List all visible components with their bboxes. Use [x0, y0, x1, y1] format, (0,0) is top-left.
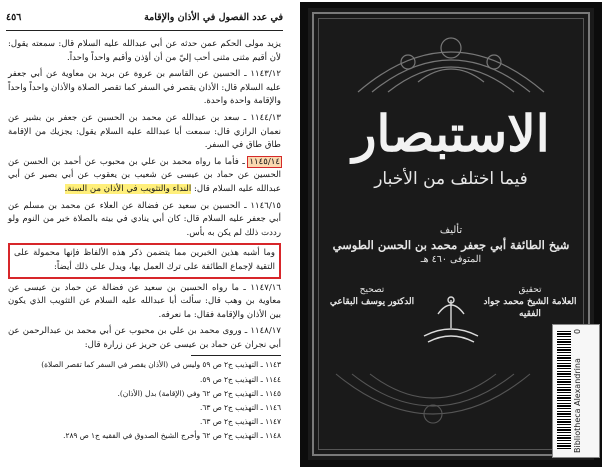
top-arabesque-ornament — [348, 22, 554, 100]
library-barcode-sticker — [552, 324, 600, 458]
publisher-emblem-icon — [418, 292, 484, 350]
book-cover — [308, 8, 594, 460]
footnote: ١١٤٨ ـ التهذيب ج٢ ص ٦٢ وأخرج الشيخ الصدوق في الفقيه ج١ ص ٢٨٩. — [63, 431, 281, 441]
page-number: ٤٥٦ — [6, 11, 22, 23]
footnote: ١١٤٦ ـ التهذيب ج٢ ص ٦٣. — [200, 403, 281, 413]
page-header — [6, 6, 283, 28]
author-death-date: المتوفى ٤٦٠ هـ — [420, 254, 482, 265]
credit-editor — [482, 284, 578, 320]
barcode — [557, 331, 571, 449]
bottom-arabesque-ornament — [330, 364, 536, 444]
paragraph: ١١٤٨/١٧ ـ وروى محمد بن علي بن محبوب عن أبي محمد بن عبدالرحمن عن أبي نجران عن حماد بن عيسى عن حريز عن زرارة قال: — [8, 326, 281, 350]
author-name: شيخ الطائفة أبي جعفر محمد بن الحسن الطوسي — [332, 238, 570, 252]
footnote: ١١٤٧ ـ التهذيب ج٢ ص ٦٣. — [200, 417, 281, 427]
credit-corrector — [324, 284, 420, 308]
credit-role: تصحيح — [359, 285, 385, 295]
running-head: في عدد الفصول في الأذان والإقامة — [144, 11, 283, 23]
credit-name: العلامة الشيخ محمد جواد الفقيه — [483, 297, 577, 319]
hadith-number-highlight: ١١٤٥/١٤ — [249, 156, 280, 167]
cover-title: الاستبصار — [352, 104, 550, 163]
author-label: تأليف — [439, 225, 463, 236]
book-page — [0, 0, 291, 469]
yellow-highlight: النداء والتثويب في الأذان من السنة. — [64, 183, 192, 194]
paragraph-highlighted — [8, 156, 281, 197]
credit-name: الدكتور يوسف البقاعي — [329, 297, 415, 307]
red-boxed-paragraph: وما أشبه هذين الخبرين مما يتضمن ذكر هذه الألفاظ فإنها محمولة على التقية لإجماع الطائفة على ترك العمل بها، ويدل على ذلك أيضاً: — [8, 243, 281, 278]
footnote-rule — [191, 355, 281, 356]
paragraph: ١١٤٧/١٦ ـ ما رواه الحسين بن سعيد عن فضالة عن حماد بن عيسى عن معاوية بن وهب قال: سألت أبا عبدالله عليه السلام عن التثويب الذي يكون بين الأذان والإقامة فقال: ما نعرفه. — [8, 282, 281, 320]
paragraph: ١١٤٣/١٢ ـ الحسين عن القاسم بن عروة عن بريد بن معاوية عن أبي جعفر عليه السلام قال: الأذان يقصر في السفر كما تقصر الصلاة والأذان واحداً واحداً والإقامة واحدة واحدة. — [8, 69, 281, 107]
library-label — [573, 329, 595, 453]
paragraph: يزيد مولى الحكم عمن حدثه عن أبي عبدالله عليه السلام قال: سمعته يقول: لأن أقيم مثنى مثنى أحب إليّ من أن أؤذن وأقيم واحداً واحداً. — [8, 39, 281, 63]
library-name: Bibliotheca Alexandrina — [573, 358, 582, 453]
paragraph: ١١٤٤/١٣ ـ سعد بن عبدالله عن محمد بن الحسين عن جعفر بن بشير عن نعمان الرازي قال: سمعت أبا عبدالله عليه السلام يقول: يجزيك من الإقامة طاق طاق في السفر. — [8, 112, 281, 151]
paragraph: ١١٤٦/١٥ ـ الحسين بن سعيد عن فضالة عن العلاء عن محمد بن مسلم عن أبي جعفر عليه السلام قال: كان أبي ينادي في بيته بالصلاة خير من النوم ولو رددت ذلك لم يكن به بأس. — [8, 200, 281, 238]
footnote: ١١٤٤ ـ التهذيب ج٢ ص ٥٩. — [200, 374, 281, 384]
credit-role: تحقيق — [518, 285, 542, 295]
author-block — [326, 224, 576, 266]
cover-subtitle: فيما اختلف من الأخبار — [374, 169, 528, 189]
library-code: 0 — [573, 329, 582, 335]
book-cover-photo — [300, 2, 602, 467]
footnote: ١١٤٣ ـ التهذيب ج٢ ص ٥٩ وليس في (الأذان يقصر في السفر كما تقصر الصلاة) — [41, 360, 281, 370]
footnote: ١١٤٥ ـ التهذيب ج٢ ص ٦٢ وفي (الإقامة) بدل (الأذان). — [117, 388, 281, 398]
page-body — [8, 38, 281, 465]
paragraph-text: ـ فأما ما رواه محمد بن علي بن محبوب عن أحمد بن — [51, 156, 245, 167]
paragraph-text: الحسن عن الحسين عن حماد بن عيسى عن شعيب بن يعقوب عن أبي بصير عن أبي عبدالله عليه السلام قال: — [8, 156, 281, 194]
header-rule — [6, 30, 283, 31]
